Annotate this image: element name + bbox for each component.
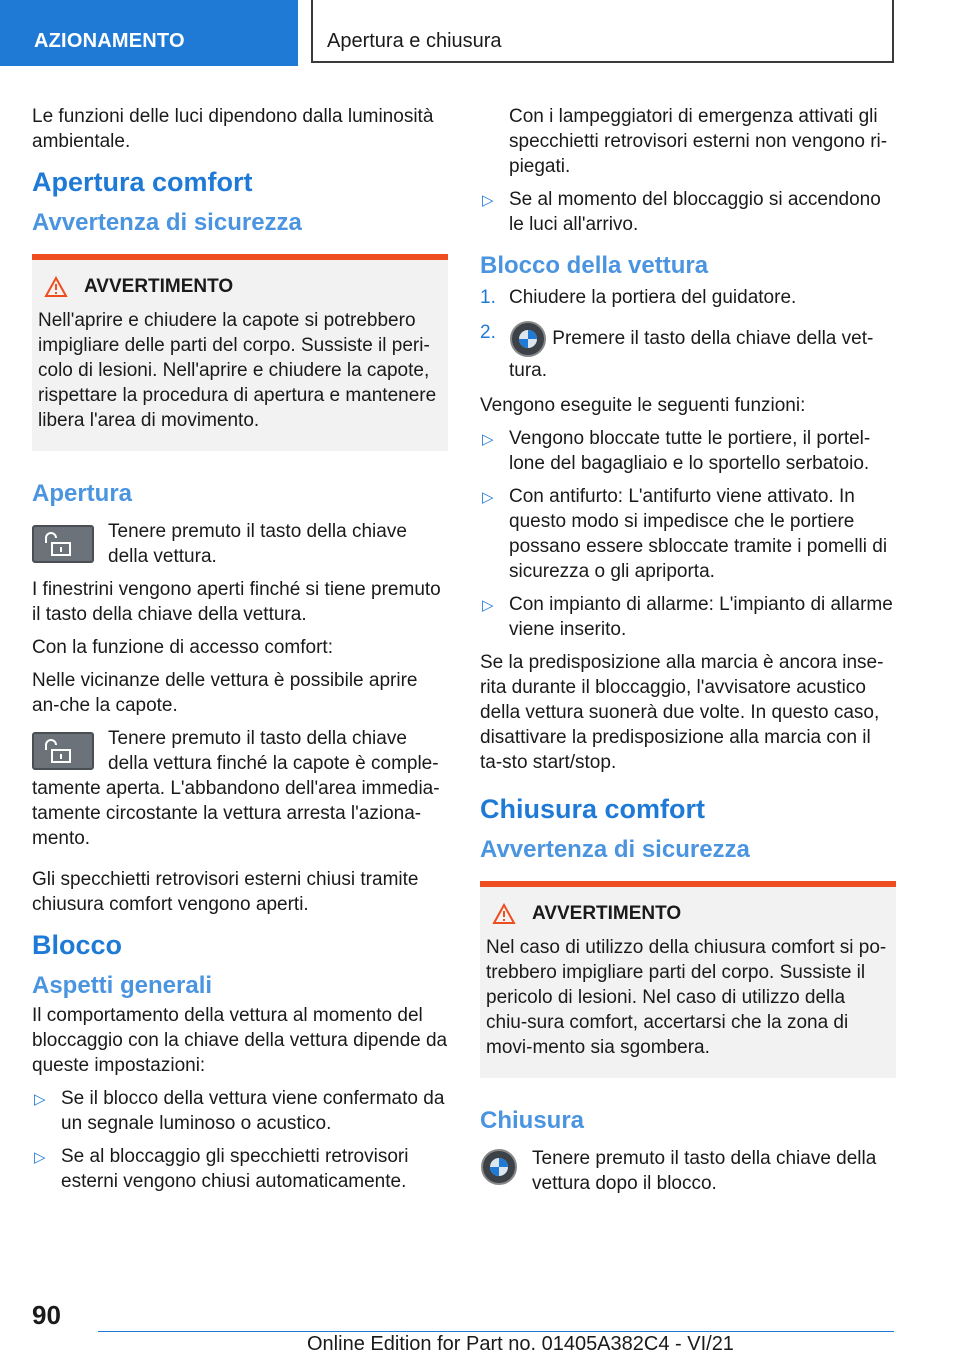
functions-list xyxy=(480,426,896,642)
heading-chiusura-comfort: Chiusura comfort xyxy=(480,794,706,824)
warning-box-1 xyxy=(32,254,448,451)
warning-triangle-icon xyxy=(492,903,516,925)
unlock-key-icon xyxy=(32,732,94,770)
section-tab xyxy=(0,0,298,66)
warning-text: Nell'aprire e chiudere la capote si potrebbero impigliare delle parti del corpo. Sussiste il peri-colo di lesioni. Nell'aprire e chiudere la capote, rispettare la procedura di apertura e mantenere libera l'area di movimento. xyxy=(38,310,437,431)
warning-title: AVVERTIMENTO xyxy=(84,276,234,297)
key-instruction-1: Tenere premuto il tasto della chiave della vettura. xyxy=(108,521,407,567)
paragraph-horn: Se la predisposizione alla marcia è ancora inse-rita durante il bloccaggio, l'avvisatore acustico della vettura suonerà due volte. In questo caso, disattivare la predisposizione alla marcia con il ta-sto start/stop. xyxy=(480,652,884,773)
footer-divider xyxy=(98,1331,894,1332)
settings-list xyxy=(32,1086,448,1194)
heading-apertura: Apertura xyxy=(32,480,133,507)
bullet-triangle-icon: ▷ xyxy=(34,1091,46,1108)
continued-paragraph: Con i lampeggiatori di emergenza attivati gli specchietti retrovisori esterni non vengono ri-piegati. xyxy=(509,106,888,177)
heading-safety-1: Avvertenza di sicurezza xyxy=(32,209,302,236)
list-item: ▷ Vengono bloccate tutte le portiere, il portel-lone del bagagliaio e lo sportello serbatoio. xyxy=(482,428,871,474)
bmw-roundel-icon xyxy=(480,1148,518,1186)
footer-edition: Online Edition for Part no. 01405A382C4 - VI/21 xyxy=(307,1333,734,1355)
page-header xyxy=(0,0,960,66)
intro-paragraph: Le funzioni delle luci dipendono dalla luminosità ambientale. xyxy=(32,106,434,152)
list-item: ▷ Se al bloccaggio gli specchietti retrovisori esterni vengono chiusi automaticamente. xyxy=(34,1146,409,1192)
paragraph-behaviour: Il comportamento della vettura al momento del bloccaggio con la chiave della vettura dipende da queste impostazioni: xyxy=(32,1005,448,1076)
paragraph-windows: I finestrini vengono aperti finché si tiene premuto il tasto della chiave della vettura. xyxy=(32,579,441,625)
bmw-roundel-icon xyxy=(509,320,547,358)
paragraph-functions: Vengono eseguite le seguenti funzioni: xyxy=(480,395,806,416)
paragraph-capote: Nelle vicinanze delle vettura è possibile aprire an-che la capote. xyxy=(32,670,418,716)
key-instruction-2: Tenere premuto il tasto della chiave della vettura finché la capote è comple-tamente aperta. L'abbandono dell'area immedia-tamente circostante la vettura arresta l'aziona-mento. xyxy=(32,728,440,849)
bullet-triangle-icon: ▷ xyxy=(482,431,494,448)
chapter-title: Apertura e chiusura xyxy=(327,30,502,52)
heading-apertura-comfort: Apertura comfort xyxy=(32,167,253,197)
left-column xyxy=(32,104,448,1202)
heading-blocco: Blocco xyxy=(32,930,123,960)
steps-list xyxy=(480,285,896,383)
right-column xyxy=(480,104,896,1204)
heading-safety-2: Avvertenza di sicurezza xyxy=(480,836,750,863)
warning-text: Nel caso di utilizzo della chiusura comfort si po-trebbero impigliare parti del corpo. Sussiste il pericolo di lesioni. Nel caso di utilizzo della chiu-sura comfort, accertarsi che la zona di movi-mento sia sgombera. xyxy=(486,937,887,1058)
bullet-triangle-icon: ▷ xyxy=(482,597,494,614)
section-label: AZIONAMENTO xyxy=(34,30,185,52)
bullet-triangle-icon: ▷ xyxy=(34,1149,46,1166)
heading-chiusura: Chiusura xyxy=(480,1107,585,1134)
paragraph-comfort-access: Con la funzione di accesso comfort: xyxy=(32,637,333,658)
heading-aspetti: Aspetti generali xyxy=(32,972,213,999)
bullet-triangle-icon: ▷ xyxy=(482,489,494,506)
list-item: ▷ Se al momento del bloccaggio si accendono le luci all'arrivo. xyxy=(482,189,881,235)
key-instruction-3: Tenere premuto il tasto della chiave della vettura dopo il blocco. xyxy=(532,1148,877,1194)
list-item: ▷ Con antifurto: L'antifurto viene attivato. In questo modo si impedisce che le portiere possano essere sbloccate tramite i pomelli di sicurezza o gli apriporta. xyxy=(482,486,888,582)
list-item: ▷ Con impianto di allarme: L'impianto di allarme viene inserito. xyxy=(482,594,893,640)
chapter-box xyxy=(311,0,894,63)
heading-blocco-vettura: Blocco della vettura xyxy=(480,252,709,279)
step-item: 2. Premere il tasto della chiave della vet-tura. xyxy=(480,322,874,381)
bullet-triangle-icon: ▷ xyxy=(482,192,494,209)
step-item: 1. Chiudere la portiera del guidatore. xyxy=(480,287,797,308)
unlock-key-icon xyxy=(32,525,94,563)
list-item: ▷ Se il blocco della vettura viene confermato da un segnale luminoso o acustico. xyxy=(34,1088,445,1134)
page-number: 90 xyxy=(32,1300,61,1330)
warning-box-2 xyxy=(480,881,896,1078)
warning-title: AVVERTIMENTO xyxy=(532,903,682,924)
paragraph-mirrors: Gli specchietti retrovisori esterni chiusi tramite chiusura comfort vengono aperti. xyxy=(32,869,419,915)
warning-triangle-icon xyxy=(44,276,68,298)
